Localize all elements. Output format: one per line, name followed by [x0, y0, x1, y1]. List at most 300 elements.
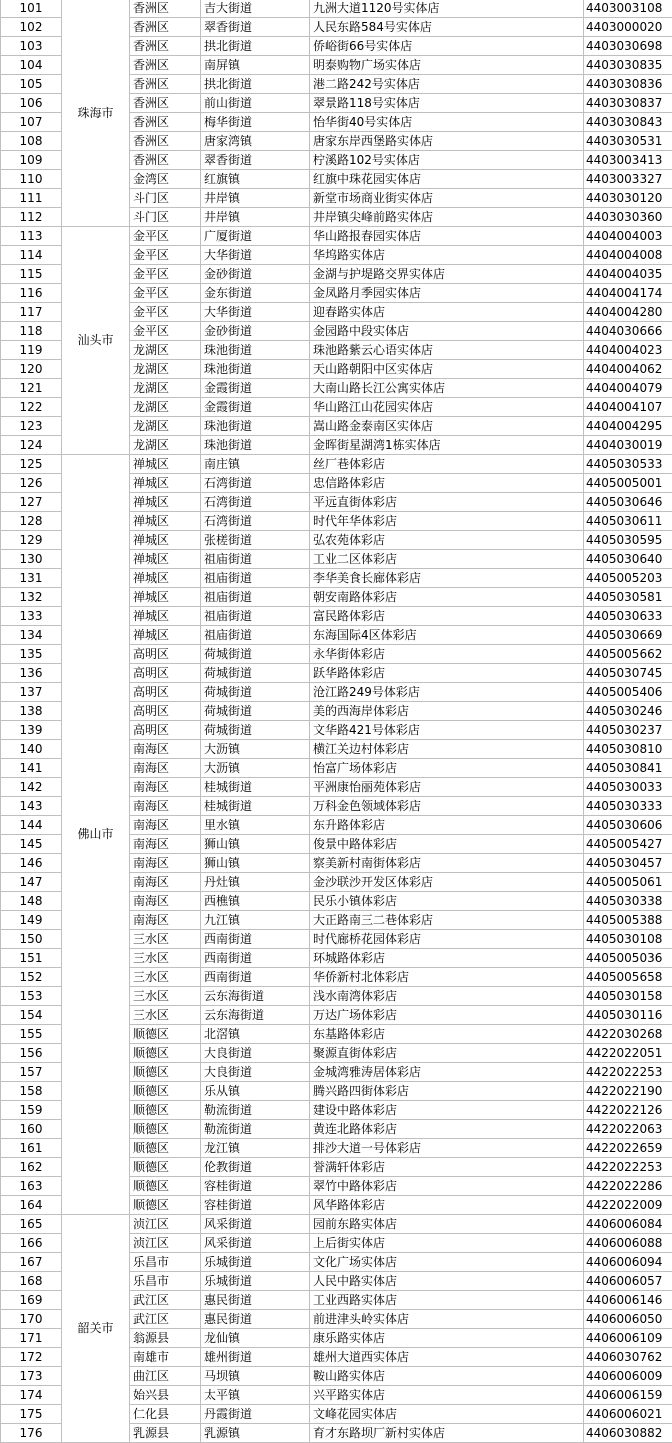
street-cell: 风采街道 [201, 1234, 310, 1253]
street-cell: 荷城街道 [201, 664, 310, 683]
district-cell: 高明区 [130, 645, 201, 664]
shop-cell: 大南山路长江公寓实体店 [310, 379, 584, 398]
city-cell: 韶关市 [62, 1215, 130, 1443]
district-cell: 禅城区 [130, 607, 201, 626]
code-cell: 4422022253 [584, 1063, 672, 1082]
row-number: 147 [1, 873, 62, 892]
row-number: 110 [1, 170, 62, 189]
street-cell: 勒流街道 [201, 1120, 310, 1139]
code-cell: 4403030836 [584, 75, 672, 94]
row-number: 101 [1, 0, 62, 18]
shop-cell: 人民东路584号实体店 [310, 18, 584, 37]
shop-cell: 工业西路实体店 [310, 1291, 584, 1310]
district-cell: 禅城区 [130, 512, 201, 531]
district-cell: 龙湖区 [130, 436, 201, 455]
shop-cell: 李华美食长廊体彩店 [310, 569, 584, 588]
code-cell: 4405030108 [584, 930, 672, 949]
code-cell: 4403030360 [584, 208, 672, 227]
row-number: 124 [1, 436, 62, 455]
street-cell: 乐城街道 [201, 1272, 310, 1291]
code-cell: 4405030237 [584, 721, 672, 740]
store-table-body [1, 0, 672, 1443]
district-cell: 金湾区 [130, 170, 201, 189]
street-cell: 九江镇 [201, 911, 310, 930]
street-cell: 西南街道 [201, 949, 310, 968]
street-cell: 龙仙镇 [201, 1329, 310, 1348]
code-cell: 4422022253 [584, 1158, 672, 1177]
code-cell: 4404004295 [584, 417, 672, 436]
district-cell: 金平区 [130, 322, 201, 341]
shop-cell: 黄连北路体彩店 [310, 1120, 584, 1139]
shop-cell: 康乐路实体店 [310, 1329, 584, 1348]
code-cell: 4405030595 [584, 531, 672, 550]
row-number: 128 [1, 512, 62, 531]
shop-cell: 忠信路体彩店 [310, 474, 584, 493]
street-cell: 大沥镇 [201, 759, 310, 778]
district-cell: 香洲区 [130, 75, 201, 94]
code-cell: 4405005662 [584, 645, 672, 664]
code-cell: 4405030606 [584, 816, 672, 835]
shop-cell: 金晖街星湖湾1栋实体店 [310, 436, 584, 455]
code-cell: 4404004035 [584, 265, 672, 284]
code-cell: 4404030666 [584, 322, 672, 341]
code-cell: 4403030698 [584, 37, 672, 56]
district-cell: 香洲区 [130, 0, 201, 18]
row-number: 138 [1, 702, 62, 721]
street-cell: 大良街道 [201, 1044, 310, 1063]
street-cell: 乐从镇 [201, 1082, 310, 1101]
row-number: 107 [1, 113, 62, 132]
row-number: 118 [1, 322, 62, 341]
row-number: 102 [1, 18, 62, 37]
district-cell: 南海区 [130, 740, 201, 759]
shop-cell: 东海国际4区体彩店 [310, 626, 584, 645]
code-cell: 4403030837 [584, 94, 672, 113]
district-cell: 斗门区 [130, 208, 201, 227]
street-cell: 祖庙街道 [201, 588, 310, 607]
code-cell: 4422022286 [584, 1177, 672, 1196]
district-cell: 武江区 [130, 1310, 201, 1329]
district-cell: 高明区 [130, 702, 201, 721]
street-cell: 唐家湾镇 [201, 132, 310, 151]
street-cell: 容桂街道 [201, 1196, 310, 1215]
code-cell: 4403003327 [584, 170, 672, 189]
row-number: 130 [1, 550, 62, 569]
row-number: 175 [1, 1405, 62, 1424]
row-number: 140 [1, 740, 62, 759]
street-cell: 大沥镇 [201, 740, 310, 759]
shop-cell: 永华街体彩店 [310, 645, 584, 664]
shop-cell: 美的西海岸体彩店 [310, 702, 584, 721]
street-cell: 桂城街道 [201, 797, 310, 816]
shop-cell: 红旗中珠花园实体店 [310, 170, 584, 189]
street-cell: 珠池街道 [201, 341, 310, 360]
street-cell: 金霞街道 [201, 398, 310, 417]
street-cell: 祖庙街道 [201, 607, 310, 626]
shop-cell: 聚源直街体彩店 [310, 1044, 584, 1063]
row-number: 123 [1, 417, 62, 436]
street-cell: 西樵镇 [201, 892, 310, 911]
table-row [1, 1215, 672, 1234]
district-cell: 斗门区 [130, 189, 201, 208]
shop-cell: 金湖与护堤路交界实体店 [310, 265, 584, 284]
district-cell: 顺德区 [130, 1177, 201, 1196]
shop-cell: 大正路南三二巷体彩店 [310, 911, 584, 930]
shop-cell: 井岸镇尖峰前路实体店 [310, 208, 584, 227]
district-cell: 禅城区 [130, 569, 201, 588]
row-number: 167 [1, 1253, 62, 1272]
shop-cell: 浅水南湾体彩店 [310, 987, 584, 1006]
street-cell: 金东街道 [201, 284, 310, 303]
row-number: 141 [1, 759, 62, 778]
shop-cell: 兴平路实体店 [310, 1386, 584, 1405]
street-cell: 石湾街道 [201, 512, 310, 531]
district-cell: 金平区 [130, 227, 201, 246]
street-cell: 西南街道 [201, 930, 310, 949]
street-cell: 吉大街道 [201, 0, 310, 18]
code-cell: 4405005406 [584, 683, 672, 702]
street-cell: 里水镇 [201, 816, 310, 835]
district-cell: 香洲区 [130, 56, 201, 75]
district-cell: 南海区 [130, 797, 201, 816]
code-cell: 4404004174 [584, 284, 672, 303]
row-number: 152 [1, 968, 62, 987]
shop-cell: 雄州大道西实体店 [310, 1348, 584, 1367]
district-cell: 浈江区 [130, 1234, 201, 1253]
row-number: 159 [1, 1101, 62, 1120]
district-cell: 香洲区 [130, 113, 201, 132]
row-number: 143 [1, 797, 62, 816]
code-cell: 4404030019 [584, 436, 672, 455]
row-number: 173 [1, 1367, 62, 1386]
shop-cell: 园前东路实体店 [310, 1215, 584, 1234]
district-cell: 三水区 [130, 987, 201, 1006]
district-cell: 三水区 [130, 930, 201, 949]
district-cell: 香洲区 [130, 94, 201, 113]
row-number: 166 [1, 1234, 62, 1253]
code-cell: 4406030762 [584, 1348, 672, 1367]
street-cell: 荷城街道 [201, 645, 310, 664]
code-cell: 4403003413 [584, 151, 672, 170]
row-number: 117 [1, 303, 62, 322]
district-cell: 武江区 [130, 1291, 201, 1310]
district-cell: 龙湖区 [130, 398, 201, 417]
district-cell: 顺德区 [130, 1120, 201, 1139]
code-cell: 4404004107 [584, 398, 672, 417]
district-cell: 南海区 [130, 911, 201, 930]
code-cell: 4405005036 [584, 949, 672, 968]
row-number: 156 [1, 1044, 62, 1063]
row-number: 148 [1, 892, 62, 911]
district-cell: 南海区 [130, 778, 201, 797]
street-cell: 前山街道 [201, 94, 310, 113]
district-cell: 乐昌市 [130, 1272, 201, 1291]
shop-cell: 察美新村南街体彩店 [310, 854, 584, 873]
district-cell: 香洲区 [130, 132, 201, 151]
code-cell: 4405030116 [584, 1006, 672, 1025]
shop-cell: 上后街实体店 [310, 1234, 584, 1253]
street-cell: 马坝镇 [201, 1367, 310, 1386]
row-number: 139 [1, 721, 62, 740]
district-cell: 三水区 [130, 968, 201, 987]
street-cell: 大华街道 [201, 303, 310, 322]
row-number: 120 [1, 360, 62, 379]
shop-cell: 怡富广场体彩店 [310, 759, 584, 778]
code-cell: 4405030633 [584, 607, 672, 626]
district-cell: 仁化县 [130, 1405, 201, 1424]
street-cell: 狮山镇 [201, 835, 310, 854]
district-cell: 禅城区 [130, 588, 201, 607]
district-cell: 南海区 [130, 854, 201, 873]
district-cell: 禅城区 [130, 474, 201, 493]
street-cell: 珠池街道 [201, 360, 310, 379]
code-cell: 4422022063 [584, 1120, 672, 1139]
code-cell: 4422022190 [584, 1082, 672, 1101]
street-cell: 勒流街道 [201, 1101, 310, 1120]
row-number: 172 [1, 1348, 62, 1367]
row-number: 113 [1, 227, 62, 246]
shop-cell: 华山路江山花园实体店 [310, 398, 584, 417]
row-number: 114 [1, 246, 62, 265]
shop-cell: 前进津头岭实体店 [310, 1310, 584, 1329]
row-number: 104 [1, 56, 62, 75]
district-cell: 南海区 [130, 873, 201, 892]
city-cell: 佛山市 [62, 455, 130, 1215]
shop-cell: 腾兴路四街体彩店 [310, 1082, 584, 1101]
code-cell: 4406006057 [584, 1272, 672, 1291]
code-cell: 4403030843 [584, 113, 672, 132]
street-cell: 雄州街道 [201, 1348, 310, 1367]
shop-cell: 金沙联沙开发区体彩店 [310, 873, 584, 892]
district-cell: 顺德区 [130, 1063, 201, 1082]
table-row [1, 455, 672, 474]
row-number: 108 [1, 132, 62, 151]
table-row [1, 227, 672, 246]
row-number: 155 [1, 1025, 62, 1044]
row-number: 151 [1, 949, 62, 968]
district-cell: 香洲区 [130, 151, 201, 170]
street-cell: 石湾街道 [201, 493, 310, 512]
street-cell: 荷城街道 [201, 702, 310, 721]
row-number: 145 [1, 835, 62, 854]
shop-cell: 嵩山路金泰南区实体店 [310, 417, 584, 436]
row-number: 146 [1, 854, 62, 873]
row-number: 144 [1, 816, 62, 835]
shop-cell: 民乐小镇体彩店 [310, 892, 584, 911]
street-cell: 拱北街道 [201, 75, 310, 94]
code-cell: 4405030745 [584, 664, 672, 683]
street-cell: 大华街道 [201, 246, 310, 265]
district-cell: 禅城区 [130, 626, 201, 645]
street-cell: 祖庙街道 [201, 626, 310, 645]
district-cell: 禅城区 [130, 493, 201, 512]
code-cell: 4406006050 [584, 1310, 672, 1329]
district-cell: 三水区 [130, 1006, 201, 1025]
district-cell: 顺德区 [130, 1101, 201, 1120]
code-cell: 4404004023 [584, 341, 672, 360]
shop-cell: 金凤路月季园实体店 [310, 284, 584, 303]
street-cell: 太平镇 [201, 1386, 310, 1405]
code-cell: 4404004003 [584, 227, 672, 246]
district-cell: 顺德区 [130, 1025, 201, 1044]
row-number: 133 [1, 607, 62, 626]
street-cell: 祖庙街道 [201, 550, 310, 569]
district-cell: 南海区 [130, 835, 201, 854]
street-cell: 南屏镇 [201, 56, 310, 75]
district-cell: 高明区 [130, 683, 201, 702]
code-cell: 4406006088 [584, 1234, 672, 1253]
row-number: 105 [1, 75, 62, 94]
shop-cell: 华侨新村北体彩店 [310, 968, 584, 987]
district-cell: 禅城区 [130, 455, 201, 474]
street-cell: 金砂街道 [201, 322, 310, 341]
shop-cell: 九洲大道1120号实体店 [310, 0, 584, 18]
district-cell: 浈江区 [130, 1215, 201, 1234]
shop-cell: 平洲康怡丽苑体彩店 [310, 778, 584, 797]
row-number: 162 [1, 1158, 62, 1177]
row-number: 111 [1, 189, 62, 208]
street-cell: 乐城街道 [201, 1253, 310, 1272]
row-number: 165 [1, 1215, 62, 1234]
street-cell: 翠香街道 [201, 18, 310, 37]
shop-cell: 华坞路实体店 [310, 246, 584, 265]
code-cell: 4405030640 [584, 550, 672, 569]
street-cell: 丹霞街道 [201, 1405, 310, 1424]
district-cell: 金平区 [130, 265, 201, 284]
row-number: 134 [1, 626, 62, 645]
district-cell: 禅城区 [130, 531, 201, 550]
shop-cell: 新堂市场商业街实体店 [310, 189, 584, 208]
city-cell: 珠海市 [62, 0, 130, 227]
code-cell: 4406006021 [584, 1405, 672, 1424]
code-cell: 4405030810 [584, 740, 672, 759]
row-number: 131 [1, 569, 62, 588]
code-cell: 4404004008 [584, 246, 672, 265]
district-cell: 顺德区 [130, 1044, 201, 1063]
code-cell: 4406006009 [584, 1367, 672, 1386]
district-cell: 龙湖区 [130, 360, 201, 379]
street-cell: 桂城街道 [201, 778, 310, 797]
shop-cell: 排沙大道一号体彩店 [310, 1139, 584, 1158]
shop-cell: 誉满轩体彩店 [310, 1158, 584, 1177]
shop-cell: 育才东路坝厂新村实体店 [310, 1424, 584, 1443]
shop-cell: 平远直街体彩店 [310, 493, 584, 512]
street-cell: 荷城街道 [201, 721, 310, 740]
shop-cell: 怡华街40号实体店 [310, 113, 584, 132]
code-cell: 4403030835 [584, 56, 672, 75]
street-cell: 狮山镇 [201, 854, 310, 873]
code-cell: 4405030033 [584, 778, 672, 797]
shop-cell: 丝厂巷体彩店 [310, 455, 584, 474]
row-number: 122 [1, 398, 62, 417]
street-cell: 云东海街道 [201, 1006, 310, 1025]
code-cell: 4405030333 [584, 797, 672, 816]
code-cell: 4405030581 [584, 588, 672, 607]
row-number: 176 [1, 1424, 62, 1443]
shop-cell: 沧江路249号体彩店 [310, 683, 584, 702]
district-cell: 龙湖区 [130, 379, 201, 398]
district-cell: 香洲区 [130, 18, 201, 37]
row-number: 112 [1, 208, 62, 227]
street-cell: 南庄镇 [201, 455, 310, 474]
district-cell: 曲江区 [130, 1367, 201, 1386]
row-number: 158 [1, 1082, 62, 1101]
street-cell: 珠池街道 [201, 417, 310, 436]
row-number: 163 [1, 1177, 62, 1196]
shop-cell: 迎春路实体店 [310, 303, 584, 322]
shop-cell: 建设中路体彩店 [310, 1101, 584, 1120]
row-number: 135 [1, 645, 62, 664]
district-cell: 龙湖区 [130, 341, 201, 360]
district-cell: 南海区 [130, 759, 201, 778]
district-cell: 顺德区 [130, 1082, 201, 1101]
shop-cell: 唐家东岸西堡路实体店 [310, 132, 584, 151]
street-cell: 惠民街道 [201, 1310, 310, 1329]
district-cell: 香洲区 [130, 37, 201, 56]
code-cell: 4403030531 [584, 132, 672, 151]
code-cell: 4405005001 [584, 474, 672, 493]
district-cell: 龙湖区 [130, 417, 201, 436]
code-cell: 4405005427 [584, 835, 672, 854]
street-cell: 西南街道 [201, 968, 310, 987]
code-cell: 4405030533 [584, 455, 672, 474]
row-number: 150 [1, 930, 62, 949]
shop-cell: 文化广场实体店 [310, 1253, 584, 1272]
city-cell: 汕头市 [62, 227, 130, 455]
row-number: 116 [1, 284, 62, 303]
row-number: 174 [1, 1386, 62, 1405]
district-cell: 始兴县 [130, 1386, 201, 1405]
street-cell: 井岸镇 [201, 208, 310, 227]
row-number: 136 [1, 664, 62, 683]
shop-cell: 金城湾雅涛居体彩店 [310, 1063, 584, 1082]
shop-cell: 俊景中路体彩店 [310, 835, 584, 854]
shop-cell: 东基路体彩店 [310, 1025, 584, 1044]
shop-cell: 柠溪路102号实体店 [310, 151, 584, 170]
row-number: 132 [1, 588, 62, 607]
street-cell: 伦教街道 [201, 1158, 310, 1177]
code-cell: 4406006109 [584, 1329, 672, 1348]
code-cell: 4405030246 [584, 702, 672, 721]
district-cell: 南海区 [130, 816, 201, 835]
shop-cell: 侨峪街66号实体店 [310, 37, 584, 56]
shop-cell: 港二路242号实体店 [310, 75, 584, 94]
shop-cell: 工业二区体彩店 [310, 550, 584, 569]
street-cell: 梅华街道 [201, 113, 310, 132]
code-cell: 4422022659 [584, 1139, 672, 1158]
shop-cell: 华山路报春园实体店 [310, 227, 584, 246]
row-number: 137 [1, 683, 62, 702]
row-number: 149 [1, 911, 62, 930]
code-cell: 4404004280 [584, 303, 672, 322]
shop-cell: 风华路体彩店 [310, 1196, 584, 1215]
shop-cell: 时代年华体彩店 [310, 512, 584, 531]
code-cell: 4422022051 [584, 1044, 672, 1063]
district-cell: 金平区 [130, 284, 201, 303]
district-cell: 南海区 [130, 892, 201, 911]
row-number: 153 [1, 987, 62, 1006]
code-cell: 4405005203 [584, 569, 672, 588]
row-number: 109 [1, 151, 62, 170]
shop-cell: 万科金色领域体彩店 [310, 797, 584, 816]
code-cell: 4406006159 [584, 1386, 672, 1405]
code-cell: 4404004062 [584, 360, 672, 379]
row-number: 170 [1, 1310, 62, 1329]
code-cell: 4404004079 [584, 379, 672, 398]
shop-cell: 翠竹中路体彩店 [310, 1177, 584, 1196]
district-cell: 翁源县 [130, 1329, 201, 1348]
code-cell: 4405030611 [584, 512, 672, 531]
